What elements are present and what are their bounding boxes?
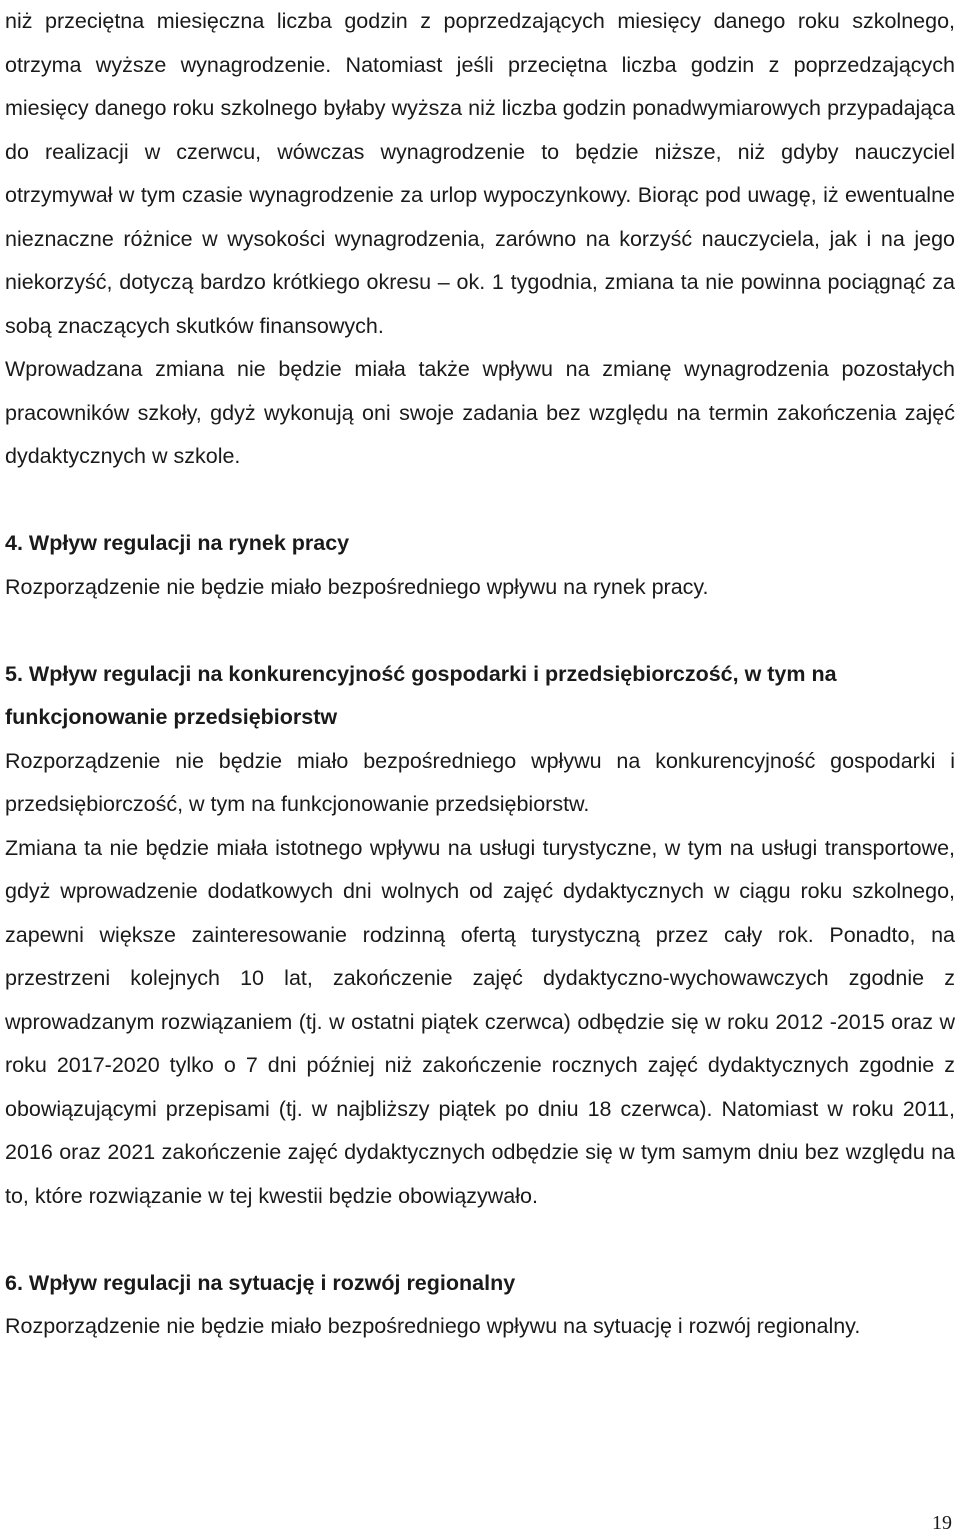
section-heading-6: 6. Wpływ regulacji na sytuację i rozwój regionalny <box>5 1270 516 1295</box>
paragraph-tourism: Zmiana ta nie będzie miała istotnego wpływu na usługi turystyczne, w tym na usługi transportowe, gdyż wprowadzenie dodatkowych dni wolnych od zajęć dydaktycznych w ciągu roku szkolnego, zapewni większe zainteresowanie rodzinną ofertą turystyczną przez cały rok. Ponadto, na przestrzeni kolejnych 10 lat, zakończenie zajęć dydaktyczno-wychowawczych zgodnie z wprowadzanym rozwiązaniem (tj. w ostatni piątek czerwca) odbędzie się w roku 2012 -2015 oraz w roku 2017-2020 tylko o 7 dni później niż zakończenie rocznych zajęć dydaktycznych zgodnie z obowiązującymi przepisami (tj. w najbliższy piątek po dniu 18 czerwca). Natomiast w roku 2011, 2016 oraz 2021 zakończenie zajęć dydaktycznych odbędzie się w tym samym dniu bez względu na to, które rozwiązanie w tej kwestii będzie obowiązywało. <box>5 835 955 1208</box>
spacer <box>5 479 955 523</box>
spacer <box>5 609 955 653</box>
section-heading-5: 5. Wpływ regulacji na konkurencyjność gospodarki i przedsiębiorczość, w tym na funkcjonowanie przedsiębiorstw <box>5 661 837 729</box>
spacer <box>5 1218 955 1262</box>
section-heading-4: 4. Wpływ regulacji na rynek pracy <box>5 531 350 555</box>
paragraph-other-staff: Wprowadzana zmiana nie będzie miała także wpływu na zmianę wynagrodzenia pozostałych pracowników szkoły, gdyż wykonują oni swoje zadania bez względu na termin zakończenia zajęć dydaktycznych w szkole. <box>5 357 955 468</box>
page-number: 19 <box>932 1512 952 1534</box>
paragraph-labour-market: Rozporządzenie nie będzie miało bezpośredniego wpływu na rynek pracy. <box>5 574 709 599</box>
document-page <box>5 0 955 1349</box>
paragraph-salary-effect: niż przeciętna miesięczna liczba godzin z poprzedzających miesięcy danego roku szkolnego, otrzyma wyższe wynagrodzenie. Natomiast jeśli przeciętna liczba godzin z poprzedzających miesięcy danego roku szkolnego byłaby wyższa niż liczba godzin ponadwymiarowych przypadająca do realizacji w czerwcu, wówczas wynagrodzenie to będzie niższe, niż gdyby nauczyciel otrzymywał w tym czasie wynagrodzenie za urlop wypoczynkowy. Biorąc pod uwagę, iż ewentualne nieznaczne różnice w wysokości wynagrodzenia, zarówno na korzyść nauczyciela, jak i na jego niekorzyść, dotyczą bardzo krótkiego okresu – ok. 1 tygodnia, zmiana ta nie powinna pociągnąć za sobą znaczących skutków finansowych. <box>5 9 955 338</box>
paragraph-regional: Rozporządzenie nie będzie miało bezpośredniego wpływu na sytuację i rozwój regionalny. <box>5 1314 861 1338</box>
paragraph-competitiveness: Rozporządzenie nie będzie miało bezpośredniego wpływu na konkurencyjność gospodarki i przedsiębiorczość, w tym na funkcjonowanie przedsiębiorstw. <box>5 748 955 816</box>
